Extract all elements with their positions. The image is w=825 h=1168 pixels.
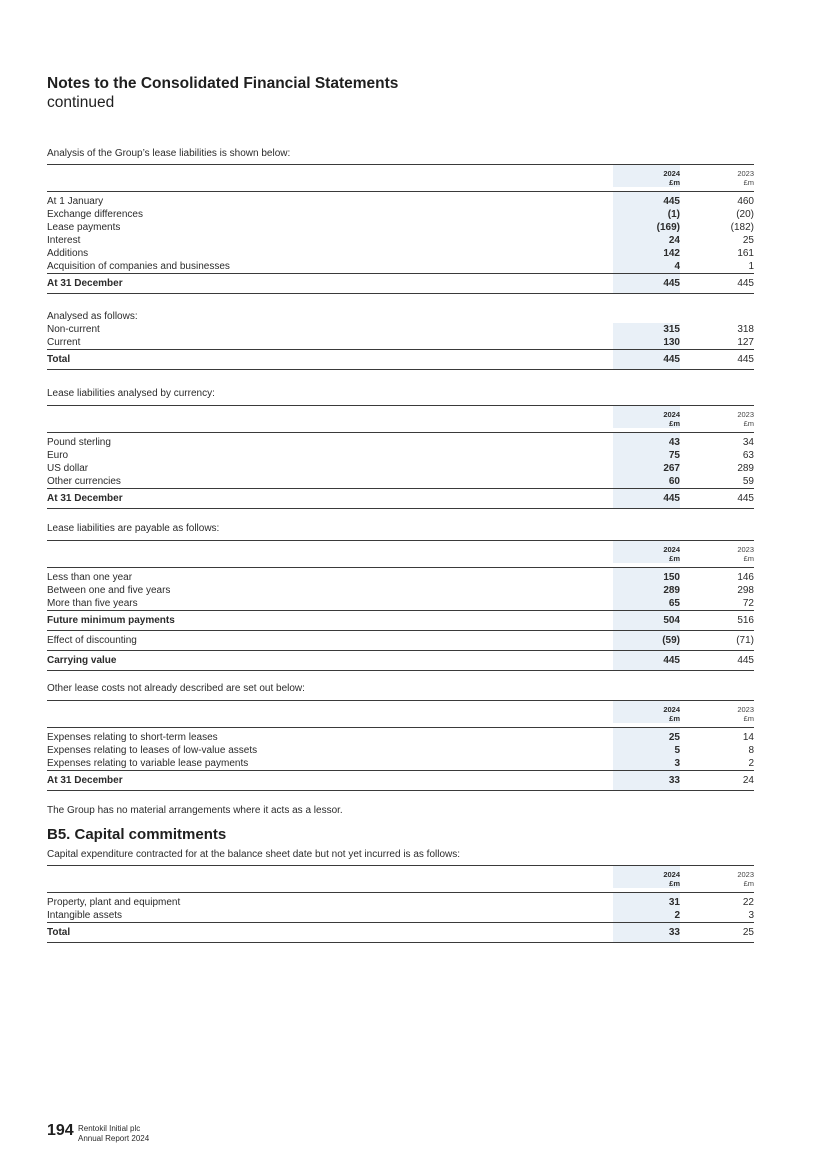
page-title: Notes to the Consolidated Financial Statements bbox=[47, 75, 399, 92]
table-row: Between one and five years 289 298 bbox=[47, 585, 754, 596]
table-row: Lease payments (169) (182) bbox=[47, 222, 754, 233]
table-row: Non-current 315 318 bbox=[47, 324, 754, 335]
footer-company bbox=[78, 1124, 149, 1144]
column-header bbox=[47, 866, 754, 892]
table-row: Expenses relating to leases of low-value assets 5 8 bbox=[47, 745, 754, 756]
column-header bbox=[47, 406, 754, 432]
table-row: Exchange differences (1) (20) bbox=[47, 209, 754, 220]
table-row: Other currencies 60 59 bbox=[47, 476, 754, 487]
table-intro: Lease liabilities are payable as follows: bbox=[47, 523, 220, 534]
table-row: Pound sterling 43 34 bbox=[47, 437, 754, 448]
lease-liabilities-table bbox=[47, 147, 754, 370]
total-row: At 31 December 445 445 bbox=[47, 274, 754, 293]
table-row: Expenses relating to short-term leases 25 14 bbox=[47, 732, 754, 743]
report-name: Annual Report 2024 bbox=[78, 1134, 150, 1143]
table-row: Interest 24 25 bbox=[47, 235, 754, 246]
currency-table bbox=[47, 387, 754, 509]
table-intro: Analysis of the Group’s lease liabilities is shown below: bbox=[47, 148, 291, 159]
table-row: More than five years 65 72 bbox=[47, 598, 754, 609]
maturity-table bbox=[47, 522, 754, 671]
total-row: At 31 December 33 24 bbox=[47, 771, 754, 790]
table-row: Euro 75 63 bbox=[47, 450, 754, 461]
column-header bbox=[47, 165, 754, 191]
page-number: 194 bbox=[47, 1122, 74, 1139]
total-row: Total 445 445 bbox=[47, 350, 754, 369]
table-row: Current 130 127 bbox=[47, 337, 754, 348]
company-name: Rentokil Initial plc bbox=[78, 1124, 141, 1133]
col-header-2024: 2024 £m bbox=[613, 406, 680, 428]
table-row: Additions 142 161 bbox=[47, 248, 754, 259]
lessor-note: The Group has no material arrangements where it acts as a lessor. bbox=[47, 805, 343, 816]
table-row: Intangible assets 2 3 bbox=[47, 910, 754, 921]
col-header-2024: 2024 £m bbox=[613, 866, 680, 888]
capital-commitments-table bbox=[47, 848, 754, 943]
table-row: Property, plant and equipment 31 22 bbox=[47, 897, 754, 908]
table-row: At 1 January 445 460 bbox=[47, 196, 754, 207]
table-intro: Other lease costs not already described are set out below: bbox=[47, 683, 305, 694]
carrying-value-row: Carrying value 445 445 bbox=[47, 651, 754, 670]
col-header-2023: 2023 £m bbox=[737, 545, 754, 563]
col-header-2024: 2024 £m bbox=[613, 701, 680, 723]
total-row: At 31 December 445 445 bbox=[47, 489, 754, 508]
col-header-2024: 2024 £m bbox=[613, 165, 680, 187]
table-intro: Capital expenditure contracted for at the balance sheet date but not yet incurred is as follows: bbox=[47, 849, 461, 860]
table-row: US dollar 267 289 bbox=[47, 463, 754, 474]
col-header-2023: 2023 £m bbox=[737, 410, 754, 428]
section-heading: B5. Capital commitments bbox=[47, 826, 227, 843]
col-header-2023: 2023 £m bbox=[737, 705, 754, 723]
col-header-2023: 2023 £m bbox=[737, 870, 754, 888]
col-header-2024: 2024 £m bbox=[613, 541, 680, 563]
table-row: Acquisition of companies and businesses 4 1 bbox=[47, 261, 754, 272]
table-row: Expenses relating to variable lease payments 3 2 bbox=[47, 758, 754, 769]
column-header bbox=[47, 541, 754, 567]
future-payments-row: Future minimum payments 504 516 bbox=[47, 611, 754, 630]
page-subtitle: continued bbox=[47, 94, 115, 111]
other-lease-costs-table bbox=[47, 682, 754, 791]
table-intro: Lease liabilities analysed by currency: bbox=[47, 388, 215, 399]
table-row: Less than one year 150 146 bbox=[47, 572, 754, 583]
discounting-row: Effect of discounting (59) (71) bbox=[47, 631, 754, 650]
analysed-label: Analysed as follows: bbox=[47, 311, 138, 322]
column-header bbox=[47, 701, 754, 727]
total-row: Total 33 25 bbox=[47, 923, 754, 942]
col-header-2023: 2023 £m bbox=[737, 169, 754, 187]
